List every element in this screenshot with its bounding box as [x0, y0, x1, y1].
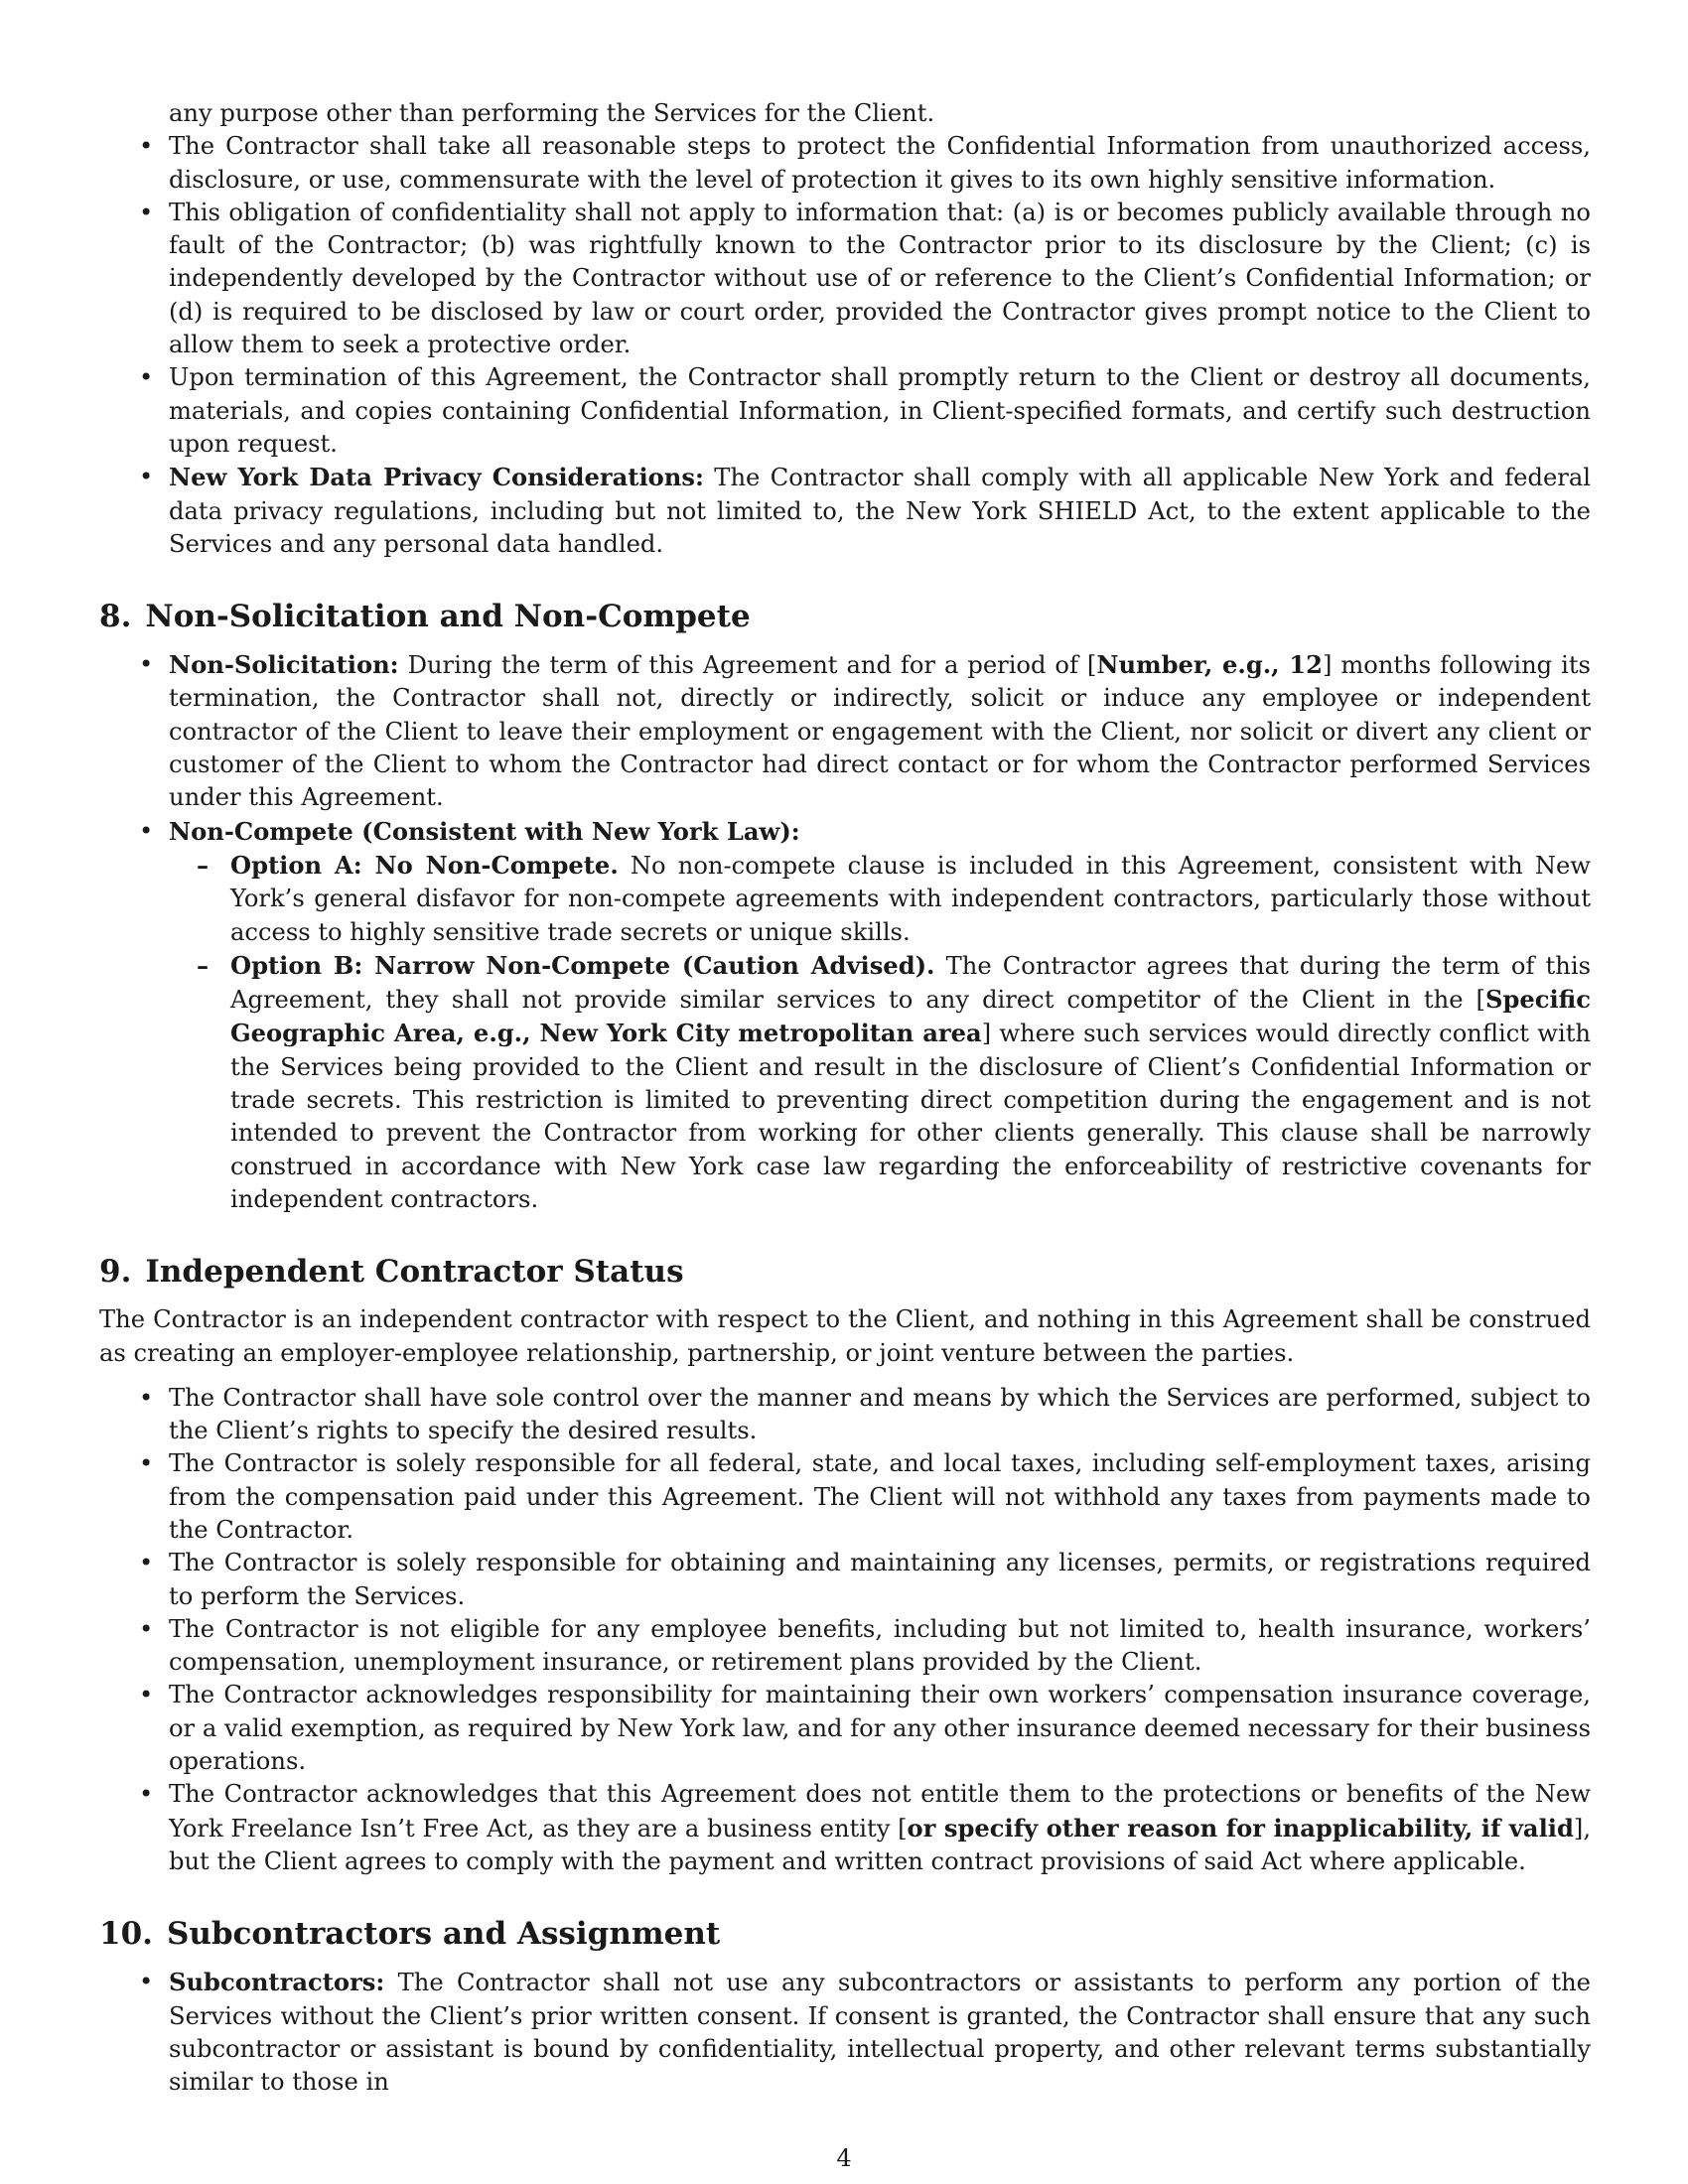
list-item: • The Contractor is solely responsible for obtaining and maintaining any licenses, permits, or registrations required to perform the Services. [99, 1547, 1591, 1613]
list-item [99, 1778, 1591, 1878]
freelance-text-end: ], but the Client agrees to comply with the payment and written contract provisions of said Act where applicable. [169, 1814, 1592, 1875]
section-8-heading [99, 597, 1591, 636]
section-number: 8. [99, 599, 132, 635]
section-8-list [99, 648, 1591, 1216]
option-a [169, 849, 1591, 949]
section-7-list [99, 130, 1591, 561]
subcontractors-text: The Contractor shall not use any subcontractors or assistants to perform any portion of the Services without the Client’s prior written consent. If consent is granted, the Contractor shall ensure that any such subcontractor or assistant is bound by confidentiality, intellectual property, and other relevant terms substantially similar to those in [169, 1969, 1591, 2097]
list-item: • The Contractor shall have sole control over the manner and means by which the Services are performed, subject to the Client’s rights to specify the desired results. [99, 1382, 1591, 1448]
list-item [99, 461, 1591, 561]
noncompete-label: Non-Compete (Consistent with New York Law): [169, 816, 800, 846]
option-b-label: Option B: Narrow Non-Compete (Caution Advised). [230, 950, 935, 980]
placeholder: Number, e.g., 12 [1096, 650, 1323, 680]
placeholder: or specify other reason for inapplicability, if valid [907, 1813, 1574, 1843]
option-a-label: Option A: No Non-Compete. [230, 850, 619, 880]
document-page [99, 97, 1591, 2099]
list-item: • The Contractor is not eligible for any employee benefits, including but not limited to, health insurance, workers’ compensation, unemployment insurance, or retirement plans provided by the Client. [99, 1613, 1591, 1680]
list-item [99, 815, 1591, 1217]
privacy-text: The Contractor shall comply with all applicable New York and federal data privacy regulations, including but not limited to, the New York SHIELD Act, to the extent applicable to the Services and any personal data handled. [169, 464, 1591, 558]
section-title: Subcontractors and Assignment [166, 1916, 721, 1953]
nonsolicit-text-end: ] months following its termination, the Contractor shall not, directly or indirectly, solicit or induce any employee or independent contractor of the Client to leave their employment or engagement with the Client, nor solicit or divert any client or customer of the Client to whom the Contractor had direct contact or for whom the Contractor performed Services under this Agreement. [169, 651, 1591, 812]
page-number: 4 [836, 2144, 852, 2172]
privacy-label: New York Data Privacy Considerations: [169, 463, 704, 492]
option-a-text: No non-compete clause is included in this Agreement, consistent with New York’s general disfavor for non-compete agreements with independent contractors, particularly those without access to highly sensitive trade secrets or unique skills. [230, 851, 1592, 946]
section-9-heading [99, 1252, 1591, 1292]
section-9-list [99, 1382, 1591, 1878]
option-b-text: The Contractor agrees that during the term of this Agreement, they shall not provide similar services to any direct competitor of the Client in the [ [230, 951, 1592, 1015]
list-item: • The Contractor is solely responsible for all federal, state, and local taxes, including self-employment taxes, arising from the compensation paid under this Agreement. The Client will not withhold any taxes from payments made to the Contractor. [99, 1447, 1591, 1547]
section-10-list [99, 1966, 1591, 2099]
section-number: 10. [99, 1916, 153, 1953]
nonsolicit-text: During the term of this Agreement and for a period of [ [398, 651, 1097, 680]
section-title: Independent Contractor Status [145, 1254, 684, 1291]
option-b [169, 949, 1591, 1216]
section-9-intro: The Contractor is an independent contractor with respect to the Client, and nothing in this Agreement shall be construed as creating an employer-employee relationship, partnership, or joint venture between the parties. [99, 1305, 1591, 1367]
noncompete-options [169, 849, 1591, 1216]
option-b-text-end: ] where such services would directly conflict with the Services being provided to the Client and result in the disclosure of Client’s Confidential Information or trade secrets. This restriction is limited to preventing direct competition during the engagement and is not intended to prevent the Contractor from working for other clients generally. This clause shall be narrowly construed in accordance with New York case law regarding the enforceability of restrictive covenants for independent contractors. [230, 1020, 1591, 1213]
subcontractors-label: Subcontractors: [169, 1968, 385, 1997]
list-item: • The Contractor acknowledges responsibility for maintaining their own workers’ compensation insurance coverage, or a valid exemption, as required by New York law, and for any other insurance deemed necessary for their business operations. [99, 1679, 1591, 1778]
nonsolicit-label: Non-Solicitation: [169, 650, 399, 680]
list-item: • This obligation of confidentiality shall not apply to information that: (a) is or becomes publicly available through no fault of the Contractor; (b) was rightfully known to the Contractor prior to its disclosure by the Client; (c) is independently developed by the Contractor without use of or reference to the Client’s Confidential Information; or (d) is required to be disclosed by law or court order, provided the Contractor gives prompt notice to the Client to allow them to seek a protective order. [99, 197, 1591, 361]
section-number: 9. [99, 1254, 132, 1291]
placeholder: Specific Geographic Area, e.g., New York City metropolitan area [230, 985, 1591, 1048]
list-item: • The Contractor shall take all reasonable steps to protect the Confidential Information from unauthorized access, disclosure, or use, commensurate with the level of protection it gives to its own highly sensitive information. [99, 130, 1591, 197]
list-item: • Upon termination of this Agreement, the Contractor shall promptly return to the Client or destroy all documents, materials, and copies containing Confidential Information, in Client-specified formats, and certify such destruction upon request. [99, 361, 1591, 461]
section-title: Non-Solicitation and Non-Compete [145, 599, 751, 635]
continuation-text: any purpose other than performing the Services for the Client. [169, 99, 935, 127]
list-item [99, 648, 1591, 814]
freelance-text: The Contractor acknowledges that this Agreement does not entitle them to the protections or benefits of the New York Freelance Isn’t Free Act, as they are a business entity [ [169, 1780, 1591, 1843]
list-item [99, 1966, 1591, 2099]
section-10-heading [99, 1914, 1591, 1954]
